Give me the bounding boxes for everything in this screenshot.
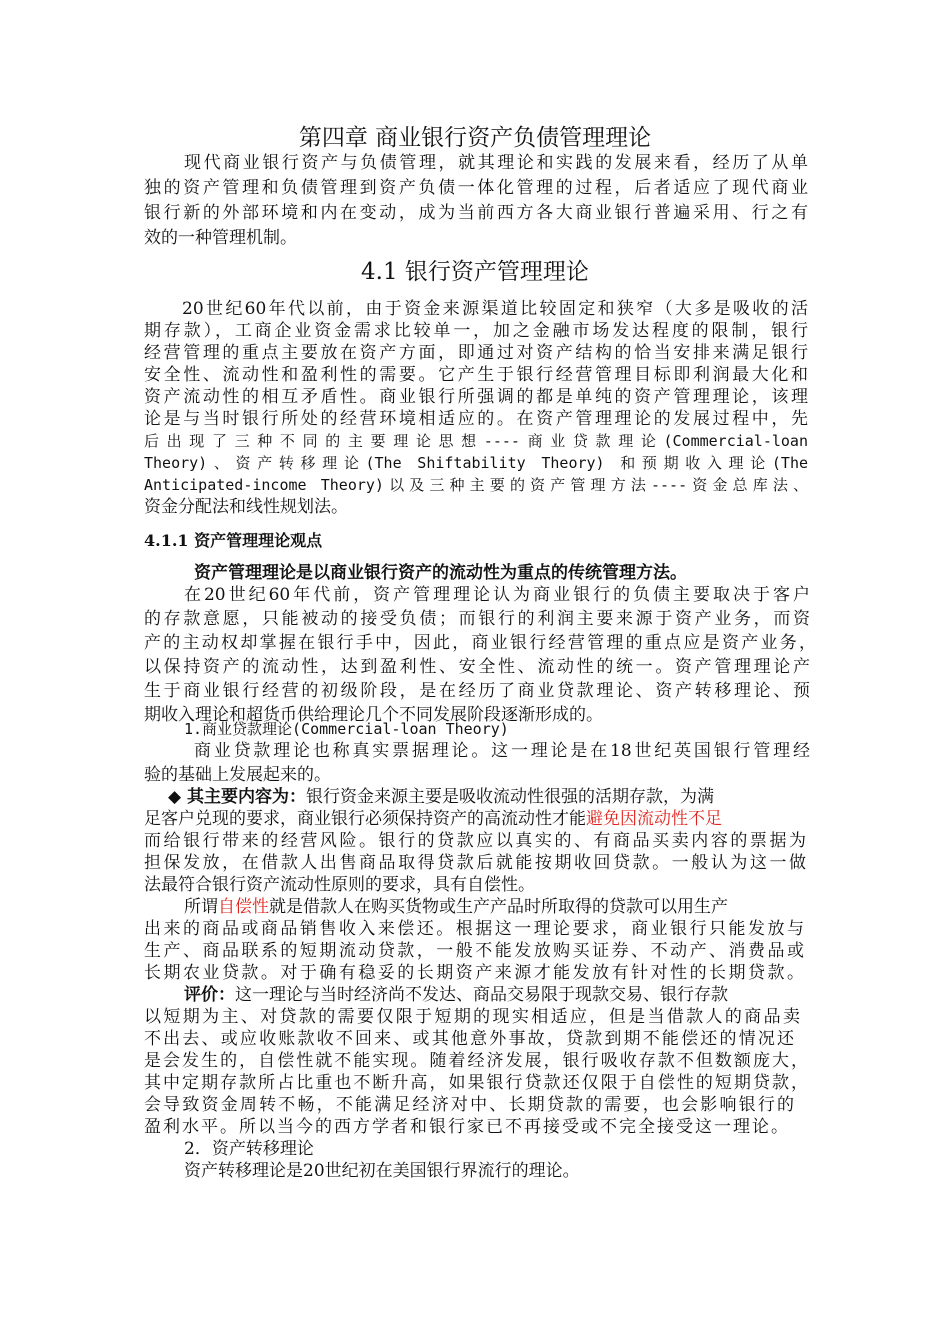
item1-line: 商业贷款理论也称真实票据理论。这一理论是在18世纪英国银行管理经 xyxy=(194,741,810,761)
intro-line: 银行新的外部环境和内在变动，成为当前西方各大商业银行普遍采用、行之有 xyxy=(144,203,808,223)
evaluation-label: 评价： xyxy=(184,985,235,1005)
para2-line: 期收入理论和超货币供给理论几个不同发展阶段逐渐形成的。 xyxy=(144,705,603,725)
item1-line: 验的基础上发展起来的。 xyxy=(144,765,331,785)
subsection-title: 4.1.1 资产管理理论观点 xyxy=(144,531,323,550)
section-line: 期存款），工商企业资金需求比较单一，加之金融市场发达程度的限制，银行 xyxy=(144,321,808,341)
para2-line: 的存款意愿，只能被动的接受负债；而银行的利润主要来源于资产业务，而资 xyxy=(144,609,810,629)
chapter-title: 第四章 商业银行资产负债管理理论 xyxy=(298,125,652,151)
evaluation-line: 是会发生的，自偿性就不能实现。随着经济发展，银行吸收存款不但数额庞大， xyxy=(144,1051,808,1071)
bold-statement: 资产管理理论是以商业银行资产的流动性为重点的传统管理方法。 xyxy=(194,563,687,583)
evaluation-line: 不出去、或应收账款收不回来、或其他意外事故，贷款到期不能偿还的情况还 xyxy=(144,1029,794,1049)
section-title: 4.1 银行资产管理理论 xyxy=(361,259,589,285)
selfpay-line-1: 所谓自偿性就是借款人在购买货物或生产产品时所取得的贷款可以用生产 xyxy=(184,897,728,917)
highlight-text: 避免因流动性不足 xyxy=(586,809,722,829)
section-line: Theory)、资产转移理论(The Shiftability Theory) 和预期收入理论(The xyxy=(144,454,808,472)
content-line-2: 足客户兑现的要求，商业银行必须保持资产的高流动性才能避免因流动性不足 xyxy=(144,809,722,829)
section-line: 经营管理的重点主要放在资产方面，即通过对资产结构的恰当安排来满足银行 xyxy=(144,343,808,363)
para2-line: 生于商业银行经营的初级阶段，是在经历了商业贷款理论、资产转移理论、预 xyxy=(144,681,810,701)
item2-line: 资产转移理论是20世纪初在美国银行界流行的理论。 xyxy=(184,1161,580,1181)
intro-line: 独的资产管理和负债管理到资产负债一体化管理的过程，后者适应了现代商业 xyxy=(144,178,808,198)
section-line: 安全性、流动性和盈利性的需要。它产生于银行经营管理目标即利润最大化和 xyxy=(144,365,808,385)
selfpay-highlight: 自偿性 xyxy=(218,897,269,917)
item1-title: 1.商业贷款理论(Commercial-loan Theory) xyxy=(184,720,509,738)
content-line-1: ◆ 其主要内容为：银行资金来源主要是吸收流动性很强的活期存款，为满 xyxy=(168,787,714,807)
content-line-4: 担保发放，在借款人出售商品取得贷款后就能按期收回贷款。一般认为这一做 xyxy=(144,853,806,873)
evaluation-line-1: 评价：这一理论与当时经济尚不发达、商品交易限于现款交易、银行存款 xyxy=(184,985,728,1005)
section-line: 20世纪60年代以前，由于资金来源渠道比较固定和狭窄（大多是吸收的活 xyxy=(182,299,808,319)
section-line: 后出现了三种不同的主要理论思想----商业贷款理论(Commercial-loan xyxy=(144,432,808,450)
content-line-3: 而给银行带来的经营风险。银行的贷款应以真实的、有商品买卖内容的票据为 xyxy=(144,831,806,851)
intro-line: 现代商业银行资产与负债管理，就其理论和实践的发展来看，经历了从单 xyxy=(184,153,808,173)
section-line: Anticipated-income Theory)以及三种主要的资产管理方法----资金总库法、 xyxy=(144,476,808,494)
para2-line: 以保持资产的流动性，达到盈利性、安全性、流动性的统一。资产管理理论产 xyxy=(144,657,810,677)
evaluation-line: 会导致资金周转不畅，不能满足经济对中、长期贷款的需要，也会影响银行的 xyxy=(144,1095,794,1115)
item2-title: 2．资产转移理论 xyxy=(184,1139,314,1159)
para2-line: 产的主动权却掌握在银行手中，因此，商业银行经营管理的重点应是资产业务， xyxy=(144,633,816,653)
section-line: 资产流动性的相互矛盾性。商业银行所强调的都是单纯的资产管理理论，该理 xyxy=(144,387,808,407)
evaluation-line: 其中定期存款所占比重也不断升高，如果银行贷款还仅限于自偿性的短期贷款， xyxy=(144,1073,808,1093)
para2-line: 在20世纪60年代前，资产管理理论认为商业银行的负债主要取决于客户 xyxy=(184,585,810,605)
selfpay-line: 生产、商品联系的短期流动贷款，一般不能发放购买证券、不动产、消费品或 xyxy=(144,941,804,961)
selfpay-line: 出来的商品或商品销售收入来偿还。根据这一理论要求，商业银行只能发放与 xyxy=(144,919,804,939)
selfpay-line: 长期农业贷款。对于确有稳妥的长期资产来源才能发放有针对性的长期贷款。 xyxy=(144,963,804,983)
section-line: 论是与当时银行所处的经营环境相适应的。在资产管理理论的发展过程中，先 xyxy=(144,409,808,429)
intro-line: 效的一种管理机制。 xyxy=(144,228,297,248)
content-line-5: 法最符合银行资产流动性原则的要求，具有自偿性。 xyxy=(144,875,535,895)
evaluation-line: 以短期为主、对贷款的需要仅限于短期的现实相适应，但是当借款人的商品卖 xyxy=(144,1007,800,1027)
section-line: 资金分配法和线性规划法。 xyxy=(144,497,348,517)
evaluation-line: 盈利水平。所以当今的西方学者和银行家已不再接受或不完全接受这一理论。 xyxy=(144,1117,788,1137)
content-lead: ◆ 其主要内容为： xyxy=(168,787,306,807)
